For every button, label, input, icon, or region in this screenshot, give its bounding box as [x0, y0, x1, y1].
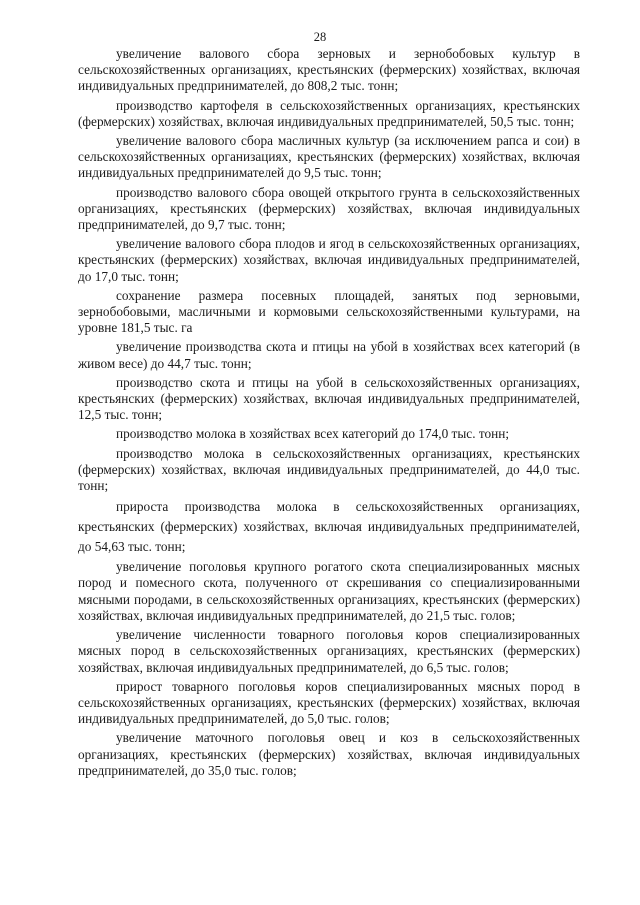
- paragraph-sheep-goats: увеличение маточного поголовья овец и коз в сельскохозяйственных организациях, крестьянских (фермерских) хозяйствах, включая индивидуальных предпринимателей, до 35,0 тыс. голов;: [78, 730, 580, 778]
- paragraph-commercial-cows: увеличение численности товарного поголовья коров специализированных мясных пород в сельскохозяйственных организациях, крестьянских (фермерских) хозяйствах, включая индивидуальных предпринимателей, до 6,5 тыс. голов;: [78, 627, 580, 675]
- paragraph-oilseed-harvest: увеличение валового сбора масличных культур (за исключением рапса и сои) в сельскохозяйственных организациях, крестьянских (фермерских) хозяйствах, включая индивидуальных предпринимателей до 9,5 тыс. тонн;: [78, 133, 580, 181]
- paragraph-vegetable-harvest: производство валового сбора овощей открытого грунта в сельскохозяйственных организациях, крестьянских (фермерских) хозяйствах, включая индивидуальных предпринимателей, до 9,7 тыс. тонн;: [78, 184, 580, 233]
- document-body: [78, 46, 580, 782]
- paragraph-commercial-cows-growth: прирост товарного поголовья коров специализированных мясных пород в сельскохозяйственных организациях, крестьянских (фермерских) хозяйствах, включая индивидуальных предпринимателей, до 5,0 тыс. голов;: [78, 678, 580, 727]
- page-number: 28: [313, 30, 327, 44]
- paragraph-potato-production: производство картофеля в сельскохозяйственных организациях, крестьянских (фермерских) хозяйствах, включая индивидуальных предпринимателей, 50,5 тыс. тонн;: [78, 97, 580, 129]
- paragraph-milk-all-categories: производство молока в хозяйствах всех категорий до 174,0 тыс. тонн;: [116, 426, 510, 442]
- paragraph-milk-organizations: производство молока в сельскохозяйственных организациях, крестьянских (фермерских) хозяйствах, включая индивидуальных предпринимателей, до 44,0 тыс. тонн;: [78, 445, 580, 494]
- paragraph-sown-area: сохранение размера посевных площадей, занятых под зерновыми, зернобобовыми, масличными и кормовыми сельскохозяйственными культурами, на уровне 181,5 тыс. га: [78, 287, 580, 336]
- paragraph-milk-growth: прироста производства молока в сельскохозяйственных организациях, крестьянских (фермерских) хозяйствах, включая индивидуальных предпринимателей, до 54,63 тыс. тонн;: [78, 499, 580, 555]
- paragraph-fruit-berry-harvest: увеличение валового сбора плодов и ягод в сельскохозяйственных организациях, крестьянских (фермерских) хозяйствах, включая индивидуальных предпринимателей, до 17,0 тыс. тонн;: [78, 236, 580, 284]
- paragraph-livestock-organizations: производство скота и птицы на убой в сельскохозяйственных организациях, крестьянских (фермерских) хозяйствах, включая индивидуальных предпринимателей, 12,5 тыс. тонн;: [78, 374, 580, 423]
- paragraph-livestock-all-categories: увеличение производства скота и птицы на убой в хозяйствах всех категорий (в живом весе) до 44,7 тыс. тонн;: [78, 339, 580, 371]
- paragraph-beef-cattle-herd: увеличение поголовья крупного рогатого скота специализированных мясных пород и помесного скота, полученного от скрешивания со специализированными мясными породами, в сельскохозяйственных организациях, крестьянских (фермерских) хозяйствах, включая индивидуальных предпринимателей, до 21,5 тыс. голов;: [78, 559, 580, 623]
- paragraph-grain-harvest: увеличение валового сбора зерновых и зернобобовых культур в сельскохозяйственных организациях, крестьянских (фермерских) хозяйствах, включая индивидуальных предпринимателей, до 808,2 тыс. тонн;: [78, 46, 580, 94]
